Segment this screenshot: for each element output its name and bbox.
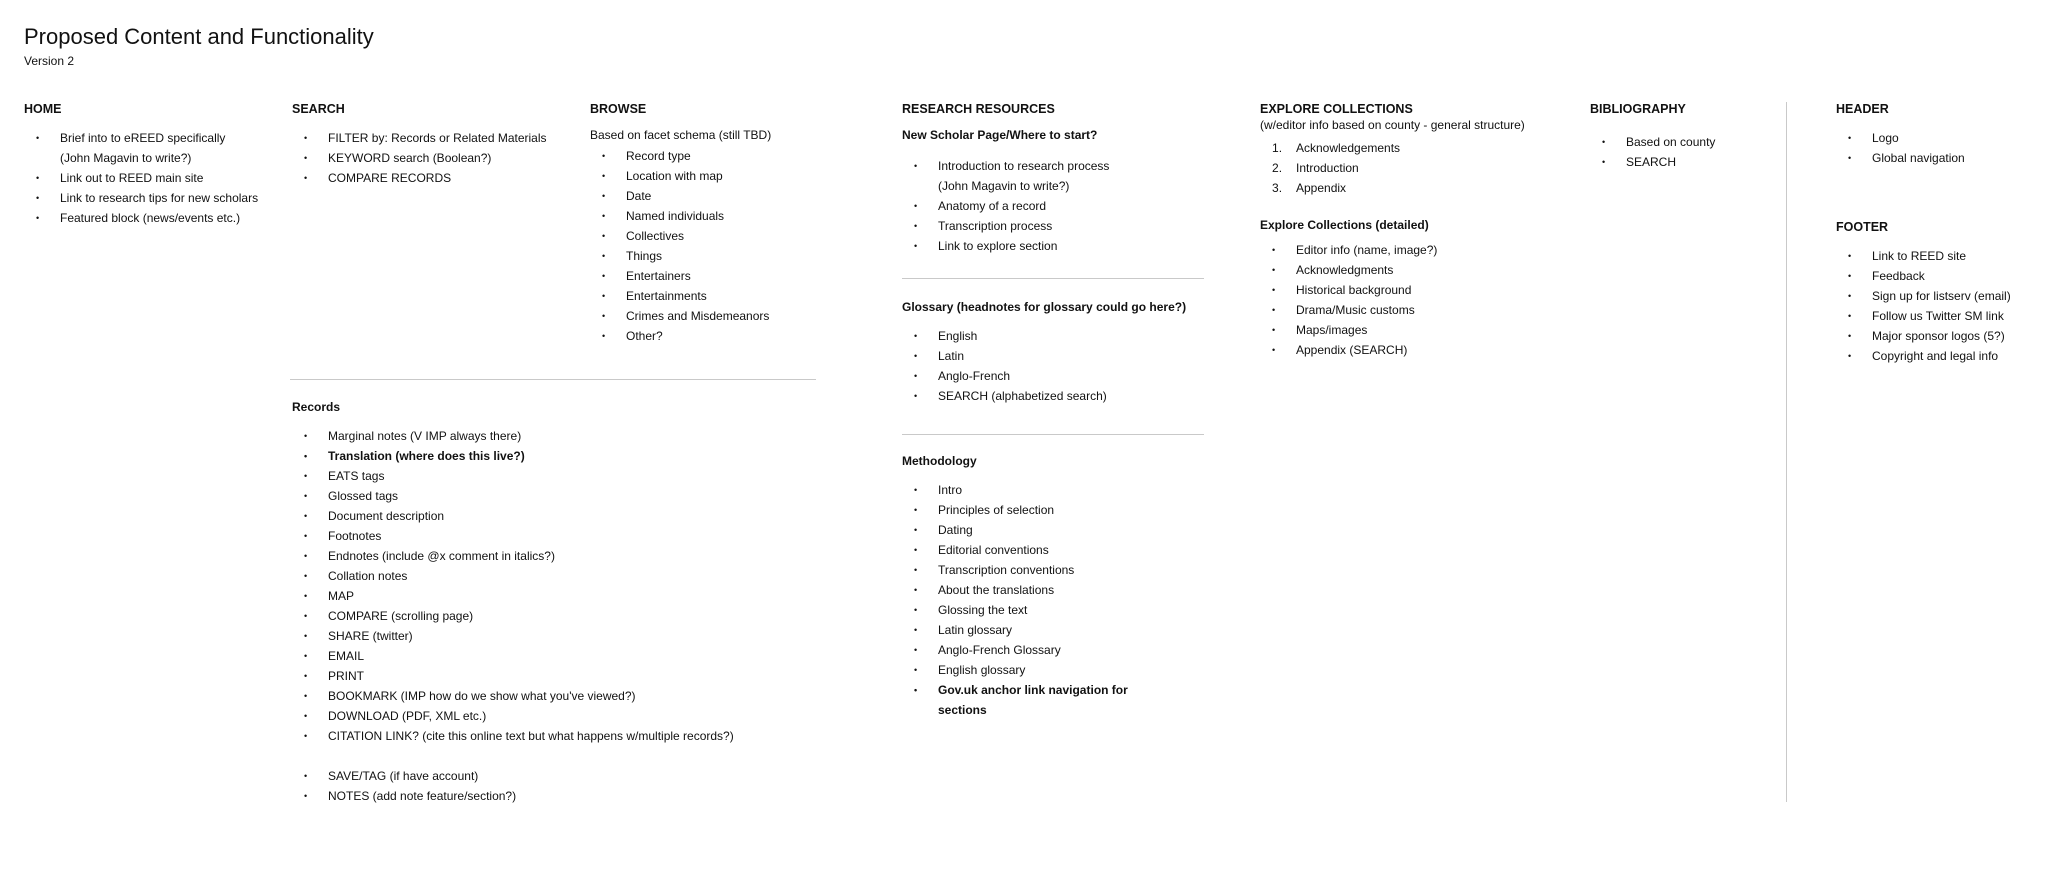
home-section bbox=[24, 102, 274, 228]
list-item: • Named individuals bbox=[590, 206, 850, 226]
footer-section bbox=[1836, 220, 2046, 366]
list-item: • English glossary bbox=[902, 660, 1202, 680]
methodology-list bbox=[902, 480, 1202, 720]
footer-heading: FOOTER bbox=[1836, 220, 1889, 234]
list-item: • Maps/images bbox=[1260, 320, 1570, 340]
list-item: • Other? bbox=[590, 326, 850, 346]
list-item: • Document description bbox=[292, 506, 812, 526]
list-item: • Brief into to eREED specifically (John Magavin to write?) bbox=[24, 128, 250, 168]
list-item: • SAVE/TAG (if have account) bbox=[292, 766, 812, 786]
list-item: • Entertainments bbox=[590, 286, 850, 306]
search-section bbox=[292, 102, 572, 188]
explore-detail-heading: Explore Collections (detailed) bbox=[1260, 218, 1429, 232]
list-item: • DOWNLOAD (PDF, XML etc.) bbox=[292, 706, 812, 726]
divider bbox=[290, 379, 816, 380]
home-heading: HOME bbox=[24, 102, 62, 116]
list-item: Introduction bbox=[1296, 161, 1359, 175]
list-item: • Link to REED site bbox=[1836, 246, 2046, 266]
list-item: • FILTER by: Records or Related Materials bbox=[292, 128, 572, 148]
list-item: • Appendix (SEARCH) bbox=[1260, 340, 1570, 360]
divider-vertical bbox=[1786, 102, 1787, 802]
divider bbox=[902, 434, 1204, 435]
list-item: • Glossed tags bbox=[292, 486, 812, 506]
explore-detail-list bbox=[1260, 240, 1570, 360]
divider bbox=[902, 278, 1204, 279]
list-item: • Glossing the text bbox=[902, 600, 1202, 620]
list-item: • Editor info (name, image?) bbox=[1260, 240, 1570, 260]
list-item: • About the translations bbox=[902, 580, 1202, 600]
glossary-section bbox=[902, 300, 1202, 406]
browse-list bbox=[590, 146, 850, 346]
list-item: • Collectives bbox=[590, 226, 850, 246]
list-item: • BOOKMARK (IMP how do we show what you've viewed?) bbox=[292, 686, 812, 706]
records-list-2 bbox=[292, 766, 812, 806]
home-list bbox=[24, 128, 274, 228]
list-item: • Endnotes (include @x comment in italics?) bbox=[292, 546, 812, 566]
list-item: • Anglo-French bbox=[902, 366, 1202, 386]
list-item: • Transcription process bbox=[902, 216, 1202, 236]
list-item: • Anglo-French Glossary bbox=[902, 640, 1202, 660]
list-item: Appendix bbox=[1296, 181, 1347, 195]
list-item: • Link out to REED main site bbox=[24, 168, 274, 188]
list-item: • Link to research tips for new scholars bbox=[24, 188, 274, 208]
list-item: • Link to explore section bbox=[902, 236, 1202, 256]
list-item: • Acknowledgments bbox=[1260, 260, 1570, 280]
list-item: • Follow us Twitter SM link bbox=[1836, 306, 2046, 326]
list-item: • Principles of selection bbox=[902, 500, 1202, 520]
list-item: • SHARE (twitter) bbox=[292, 626, 812, 646]
bibliography-heading: BIBLIOGRAPHY bbox=[1590, 102, 1686, 116]
list-item: • Based on county bbox=[1590, 132, 1770, 152]
list-item: • PRINT bbox=[292, 666, 812, 686]
list-item: • Feedback bbox=[1836, 266, 2046, 286]
records-heading: Records bbox=[292, 400, 341, 414]
list-item: • Translation (where does this live?) bbox=[292, 446, 812, 466]
list-item: • EMAIL bbox=[292, 646, 812, 666]
list-item: • Global navigation bbox=[1836, 148, 2036, 168]
list-item: • EATS tags bbox=[292, 466, 812, 486]
list-item: • Copyright and legal info bbox=[1836, 346, 2046, 366]
list-item: • SEARCH (alphabetized search) bbox=[902, 386, 1202, 406]
list-item: • Transcription conventions bbox=[902, 560, 1202, 580]
explore-list bbox=[1260, 138, 1570, 198]
list-item: • Footnotes bbox=[292, 526, 812, 546]
list-item: • Logo bbox=[1836, 128, 2036, 148]
bibliography-section bbox=[1590, 102, 1770, 172]
list-item: • Latin bbox=[902, 346, 1202, 366]
browse-heading: BROWSE bbox=[590, 102, 647, 116]
bibliography-list bbox=[1590, 132, 1770, 172]
page-title: Proposed Content and Functionality bbox=[24, 24, 374, 49]
list-item: • Anatomy of a record bbox=[902, 196, 1202, 216]
search-list bbox=[292, 128, 572, 188]
list-item: • COMPARE RECORDS bbox=[292, 168, 572, 188]
footer-list bbox=[1836, 246, 2046, 366]
list-item: • Entertainers bbox=[590, 266, 850, 286]
list-item: • COMPARE (scrolling page) bbox=[292, 606, 812, 626]
list-item: • Location with map bbox=[590, 166, 850, 186]
list-item: • CITATION LINK? (cite this online text but what happens w/multiple records?) bbox=[292, 726, 812, 746]
glossary-heading: Glossary (headnotes for glossary could go here?) bbox=[902, 300, 1187, 314]
list-item: • Major sponsor logos (5?) bbox=[1836, 326, 2046, 346]
list-item: • Drama/Music customs bbox=[1260, 300, 1570, 320]
research-subheading: New Scholar Page/Where to start? bbox=[902, 128, 1098, 142]
search-heading: SEARCH bbox=[292, 102, 345, 116]
list-item: • English bbox=[902, 326, 1202, 346]
browse-note: Based on facet schema (still TBD) bbox=[590, 128, 772, 142]
header-section bbox=[1836, 102, 2036, 168]
list-item: • Date bbox=[590, 186, 850, 206]
list-item: Acknowledgements bbox=[1296, 141, 1401, 155]
research-heading: RESEARCH RESOURCES bbox=[902, 102, 1055, 116]
list-item: • SEARCH bbox=[1590, 152, 1770, 172]
research-list bbox=[902, 156, 1202, 256]
explore-note: (w/editor info based on county - general structure) bbox=[1260, 118, 1525, 132]
list-item: • Intro bbox=[902, 480, 1202, 500]
explore-heading: EXPLORE COLLECTIONS bbox=[1260, 102, 1413, 116]
list-item: • Marginal notes (V IMP always there) bbox=[292, 426, 812, 446]
page-version: Version 2 bbox=[24, 54, 75, 68]
list-item: • MAP bbox=[292, 586, 812, 606]
list-item: • Featured block (news/events etc.) bbox=[24, 208, 274, 228]
list-item: • Collation notes bbox=[292, 566, 812, 586]
list-item: • Introduction to research process (John Magavin to write?) bbox=[902, 156, 1128, 196]
list-item: • KEYWORD search (Boolean?) bbox=[292, 148, 572, 168]
list-item: • Things bbox=[590, 246, 850, 266]
records-list bbox=[292, 426, 812, 746]
list-item: • Gov.uk anchor link navigation for sections bbox=[902, 680, 1138, 720]
header-heading: HEADER bbox=[1836, 102, 1889, 116]
list-item: • Record type bbox=[590, 146, 850, 166]
records-section bbox=[292, 400, 812, 806]
research-section bbox=[902, 102, 1202, 256]
browse-section bbox=[590, 102, 850, 346]
header-list bbox=[1836, 128, 2036, 168]
list-item: • Sign up for listserv (email) bbox=[1836, 286, 2046, 306]
list-item: • Dating bbox=[902, 520, 1202, 540]
list-item: • Latin glossary bbox=[902, 620, 1202, 640]
list-item: • Editorial conventions bbox=[902, 540, 1202, 560]
explore-section bbox=[1260, 102, 1570, 360]
list-item: • Crimes and Misdemeanors bbox=[590, 306, 850, 326]
methodology-heading: Methodology bbox=[902, 454, 977, 468]
methodology-section bbox=[902, 454, 1202, 720]
glossary-list bbox=[902, 326, 1202, 406]
list-item: • NOTES (add note feature/section?) bbox=[292, 786, 812, 806]
list-item: • Historical background bbox=[1260, 280, 1570, 300]
